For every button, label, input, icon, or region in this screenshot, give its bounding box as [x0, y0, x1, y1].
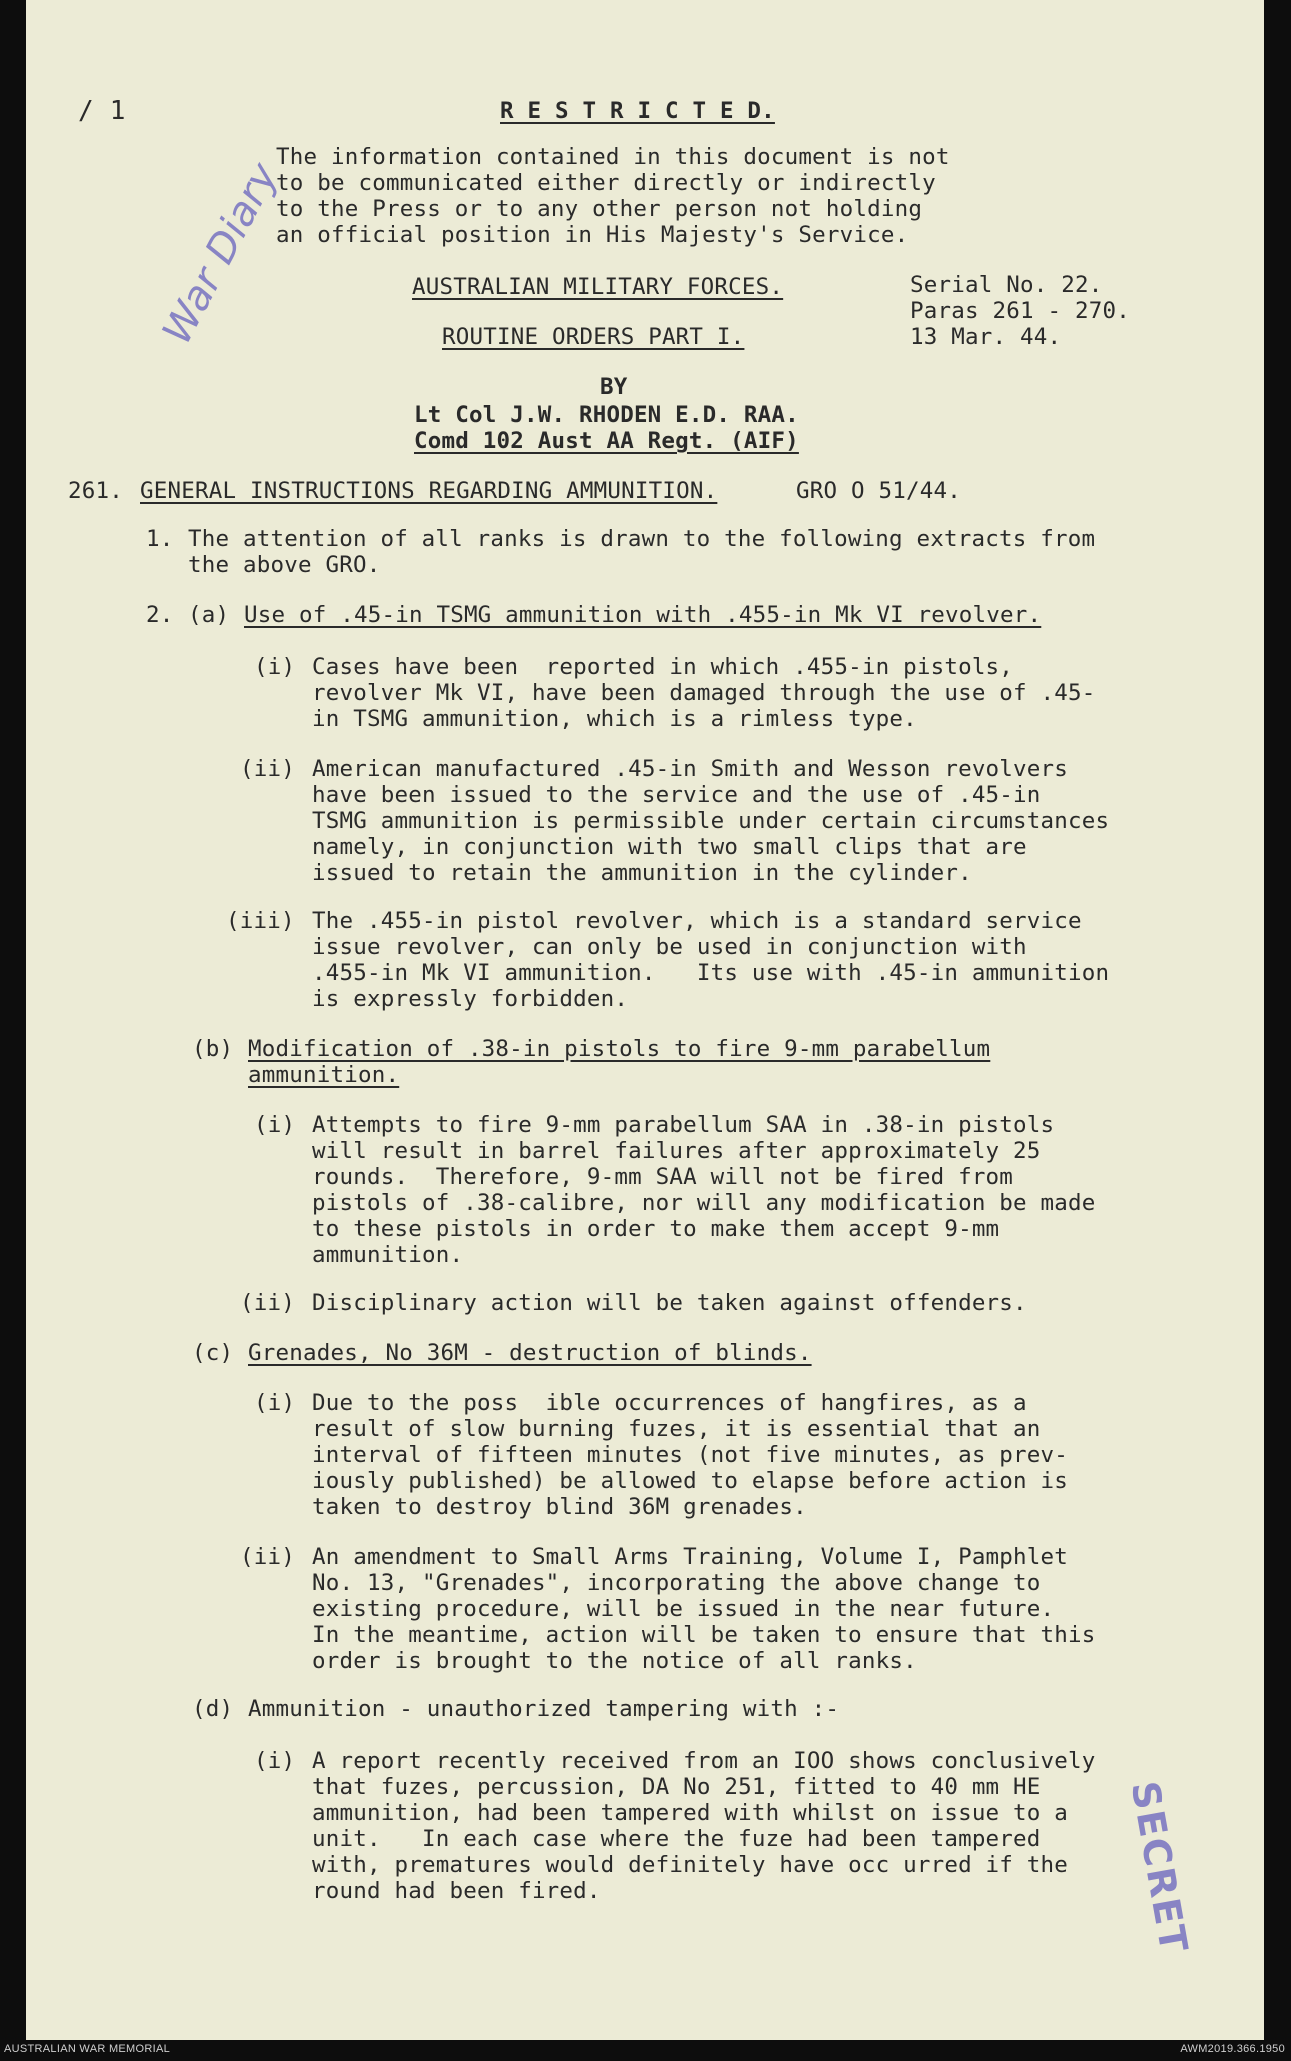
author-name: Lt Col J.W. RHODEN E.D. RAA. — [414, 402, 799, 428]
item-line: is expressly forbidden. — [312, 986, 629, 1012]
document-title: ROUTINE ORDERS PART I. — [442, 324, 745, 350]
item-line: result of slow burning fuzes, it is essential that an — [312, 1416, 1041, 1442]
item-line: order is brought to the notice of all ranks. — [312, 1648, 917, 1674]
handwritten-note: War Diary — [154, 155, 288, 352]
paragraph-1-number: 1. — [146, 526, 174, 552]
item-number: (i) — [254, 1112, 296, 1138]
by-label: BY — [600, 374, 628, 400]
subpara-b-label: (b) — [192, 1036, 234, 1062]
paragraph-1-line: The attention of all ranks is drawn to the following extracts from — [188, 526, 1096, 552]
secret-stamp: SECRET — [1122, 1778, 1197, 1958]
item-line: unit. In each case where the fuze had been tampered — [312, 1826, 1041, 1852]
item-line: issue revolver, can only be used in conjunction with — [312, 934, 1027, 960]
order-date: 13 Mar. 44. — [910, 324, 1062, 350]
item-line: have been issued to the service and the use of .45-in — [312, 782, 1041, 808]
subpara-a-label: (a) — [188, 602, 230, 628]
item-line: taken to destroy blind 36M grenades. — [312, 1494, 807, 1520]
section-title: GENERAL INSTRUCTIONS REGARDING AMMUNITION. — [140, 478, 718, 504]
item-line: ammunition. — [312, 1242, 464, 1268]
item-number: (iii) — [226, 908, 295, 934]
organisation-title: AUSTRALIAN MILITARY FORCES. — [412, 274, 784, 300]
paragraph-1-line: the above GRO. — [188, 552, 381, 578]
margin-mark: / 1 — [78, 96, 126, 126]
item-line: ammunition, had been tampered with whilst on issue to a — [312, 1800, 1069, 1826]
item-line: revolver Mk VI, have been damaged through the use of .45- — [312, 680, 1096, 706]
item-line: will result in barrel failures after approximately 25 — [312, 1138, 1041, 1164]
item-line: in TSMG ammunition, which is a rimless type. — [312, 706, 917, 732]
item-number: (ii) — [240, 1544, 295, 1570]
notice-line-3: to the Press or to any other person not holding — [276, 196, 923, 222]
item-line: TSMG ammunition is permissible under certain circumstances — [312, 808, 1110, 834]
section-reference: GRO O 51/44. — [796, 478, 961, 504]
notice-line-2: to be communicated either directly or indirectly — [276, 170, 936, 196]
item-number: (i) — [254, 654, 296, 680]
item-line: pistols of .38-calibre, nor will any modification be made — [312, 1190, 1096, 1216]
section-number: 261. — [68, 478, 123, 504]
item-number: (ii) — [240, 756, 295, 782]
serial-number: Serial No. 22. — [910, 272, 1103, 298]
author-unit: Comd 102 Aust AA Regt. (AIF) — [414, 428, 799, 454]
item-line: .455-in Mk VI ammunition. Its use with .45-in ammunition — [312, 960, 1110, 986]
paragraph-2-number: 2. — [146, 602, 174, 628]
item-number: (i) — [254, 1390, 296, 1416]
item-line: Due to the poss ible occurrences of hangfires, as a — [312, 1390, 1027, 1416]
subpara-b-title: ammunition. — [248, 1062, 400, 1088]
item-line: The .455-in pistol revolver, which is a standard service — [312, 908, 1082, 934]
item-line: An amendment to Small Arms Training, Volume I, Pamphlet — [312, 1544, 1069, 1570]
notice-line-4: an official position in His Majesty's Service. — [276, 222, 909, 248]
subpara-d-label: (d) — [192, 1696, 234, 1722]
notice-line-1: The information contained in this document is not — [276, 144, 950, 170]
item-number: (ii) — [240, 1290, 295, 1316]
document-page — [26, 0, 1264, 2040]
item-number: (i) — [254, 1748, 296, 1774]
item-line: existing procedure, will be issued in the near future. — [312, 1596, 1055, 1622]
subpara-a-title: Use of .45-in TSMG ammunition with .455-in Mk VI revolver. — [244, 602, 1042, 628]
item-line: issued to retain the ammunition in the cylinder. — [312, 860, 972, 886]
item-line: namely, in conjunction with two small clips that are — [312, 834, 1027, 860]
footer-source: AUSTRALIAN WAR MEMORIAL — [4, 2043, 171, 2055]
item-line: rounds. Therefore, 9-mm SAA will not be fired from — [312, 1164, 1014, 1190]
item-line: to these pistols in order to make them accept 9-mm — [312, 1216, 1000, 1242]
item-line: Attempts to fire 9-mm parabellum SAA in .38-in pistols — [312, 1112, 1055, 1138]
item-line: Disciplinary action will be taken against offenders. — [312, 1290, 1027, 1316]
item-line: Cases have been reported in which .455-in pistols, — [312, 654, 1014, 680]
item-line: iously published) be allowed to elapse before action is — [312, 1468, 1069, 1494]
paras-range: Paras 261 - 270. — [910, 298, 1130, 324]
subpara-d-title: Ammunition - unauthorized tampering with :- — [248, 1696, 840, 1722]
item-line: A report recently received from an IOO shows conclusively — [312, 1748, 1096, 1774]
item-line: No. 13, "Grenades", incorporating the above change to — [312, 1570, 1041, 1596]
item-line: In the meantime, action will be taken to ensure that this — [312, 1622, 1096, 1648]
item-line: interval of fifteen minutes (not five minutes, as prev- — [312, 1442, 1069, 1468]
subpara-c-title: Grenades, No 36M - destruction of blinds. — [248, 1340, 812, 1366]
footer-accession: AWM2019.366.1950 — [1180, 2043, 1285, 2055]
classification-heading: R E S T R I C T E D. — [500, 98, 775, 124]
item-line: American manufactured .45-in Smith and Wesson revolvers — [312, 756, 1069, 782]
subpara-c-label: (c) — [192, 1340, 234, 1366]
subpara-b-title: Modification of .38-in pistols to fire 9-mm parabellum — [248, 1036, 991, 1062]
item-line: that fuzes, percussion, DA No 251, fitted to 40 mm HE — [312, 1774, 1041, 1800]
item-line: with, prematures would definitely have occ urred if the — [312, 1852, 1069, 1878]
item-line: round had been fired. — [312, 1878, 601, 1904]
